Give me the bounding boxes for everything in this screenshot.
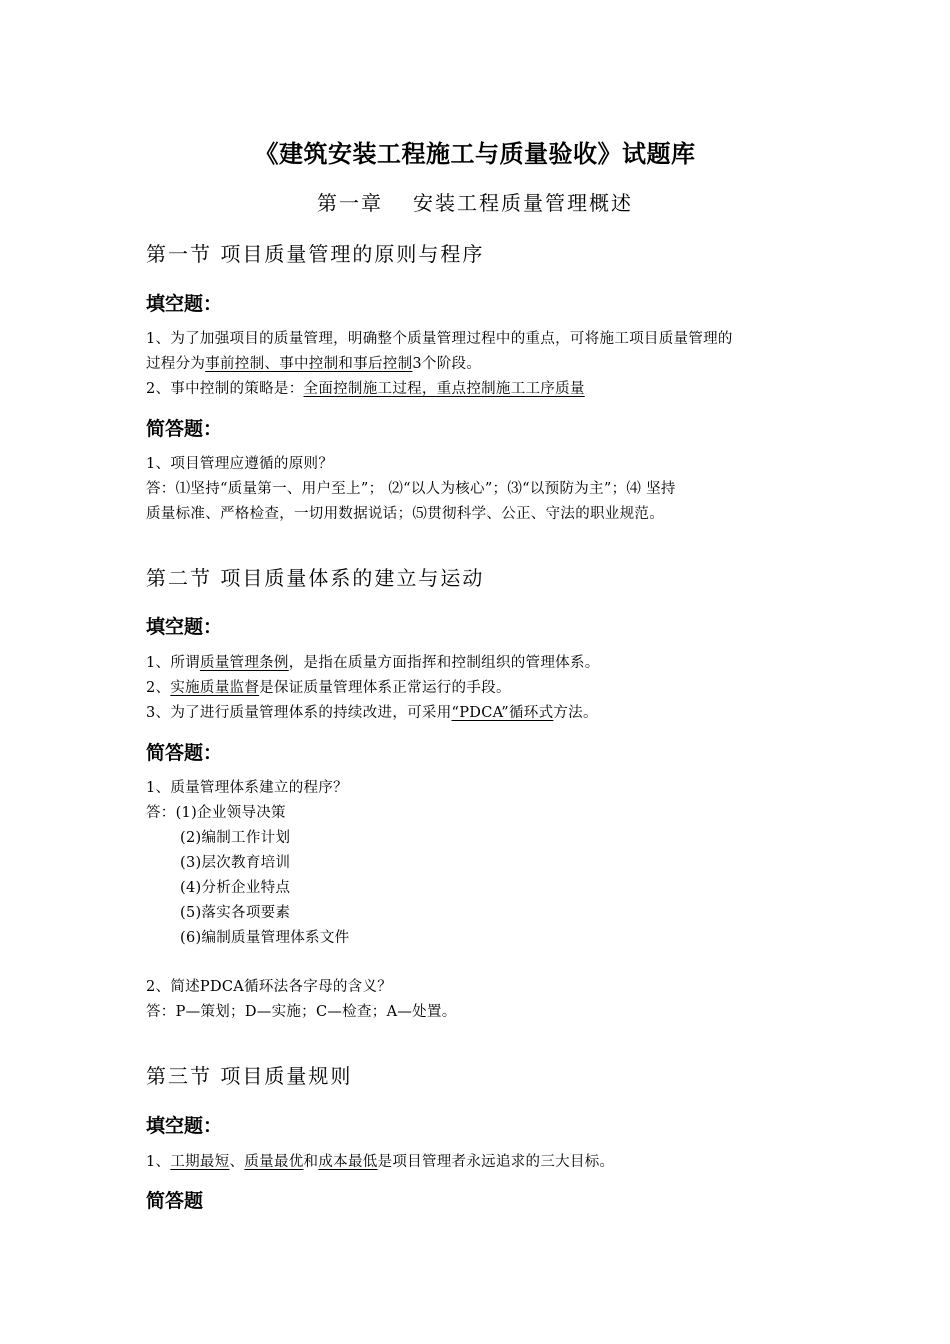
- answer-blank: 全面控制施工过程，重点控制施工工序质量: [303, 381, 585, 397]
- answer-blank: 质量管理条例: [199, 655, 289, 671]
- section-3-heading: 第三节 项目质量规则: [146, 1064, 353, 1088]
- section-1-heading: 第一节 项目质量管理的原则与程序: [146, 242, 485, 266]
- section-2-fill-q2: 2、实施质量监督是保证质量管理体系正常运行的手段。: [146, 680, 511, 696]
- answer-blank: 质量最优: [244, 1154, 304, 1170]
- section-1-short-a1-line2: 质量标准、严格检查，一切用数据说话；⑸贯彻科学、公正、守法的职业规范。: [146, 506, 664, 522]
- section-3-fill-q1: 1、工期最短、质量最优和成本最低是项目管理者永远追求的三大目标。: [146, 1154, 615, 1170]
- section-2-short-a1-item: (5)落实各项要素: [180, 905, 291, 921]
- answer-blank: 成本最低: [318, 1154, 378, 1170]
- section-1-short-q1: 1、项目管理应遵循的原则？: [146, 456, 334, 472]
- section-1-fill-q1-line1: 1、为了加强项目的质量管理，明确整个质量管理过程中的重点，可将施工项目质量管理的: [146, 331, 733, 347]
- section-2-short-a1-item: (6)编制质量管理体系文件: [180, 930, 350, 946]
- answer-blank: “PDCA”循环式: [451, 705, 554, 721]
- section-2-fill-q3: 3、为了进行质量管理体系的持续改进，可采用“PDCA”循环式方法。: [146, 705, 598, 721]
- section-1-short-a1-line1: 答：⑴坚持“质量第一、用户至上”； ⑵“以人为核心”；⑶“以预防为主”；⑷ 坚持: [146, 481, 676, 497]
- section-2-short-a1-item: (2)编制工作计划: [180, 830, 291, 846]
- section-1-short-label: 简答题：: [146, 418, 223, 440]
- section-2-short-label: 简答题：: [146, 742, 223, 764]
- section-2-short-a1-item: (4)分析企业特点: [180, 880, 291, 896]
- chapter-heading: [0, 187, 950, 216]
- document-title: 《建筑安装工程施工与质量验收》试题库: [254, 139, 696, 168]
- section-2-fill-q1: 1、所谓质量管理条例，是指在质量方面指挥和控制组织的管理体系。: [146, 655, 600, 671]
- answer-blank: 实施质量监督: [170, 680, 260, 696]
- section-2-heading: 第二节 项目质量体系的建立与运动: [146, 566, 485, 590]
- section-1-fill-q1-line2: 过程分为事前控制、事中控制和事后控制3个阶段。: [146, 356, 482, 372]
- section-1-fill-label: 填空题：: [146, 293, 223, 315]
- section-1-fill-q2: 2、事中控制的策略是：全面控制施工过程，重点控制施工工序质量: [146, 381, 585, 397]
- section-3-short-label: 简答题: [146, 1190, 204, 1212]
- section-2-short-q2: 2、简述PDCA循环法各字母的含义？: [146, 979, 393, 995]
- section-2-short-q1: 1、质量管理体系建立的程序？: [146, 780, 348, 796]
- section-2-short-a2: 答：P—策划；D—实施；C—检查；A—处置。: [146, 1004, 457, 1020]
- answer-blank: 工期最短: [170, 1154, 230, 1170]
- section-3-fill-label: 填空题：: [146, 1115, 223, 1137]
- section-2-short-a1-item: (3)层次教育培训: [180, 855, 291, 871]
- answer-blank: 事前控制、事中控制和事后控制: [205, 356, 413, 372]
- section-2-short-a1-first: 答：(1)企业领导决策: [146, 805, 286, 821]
- chapter-name: 安装工程质量管理概述: [413, 191, 633, 215]
- chapter-number: 第一章: [317, 191, 383, 215]
- section-2-fill-label: 填空题：: [146, 616, 223, 638]
